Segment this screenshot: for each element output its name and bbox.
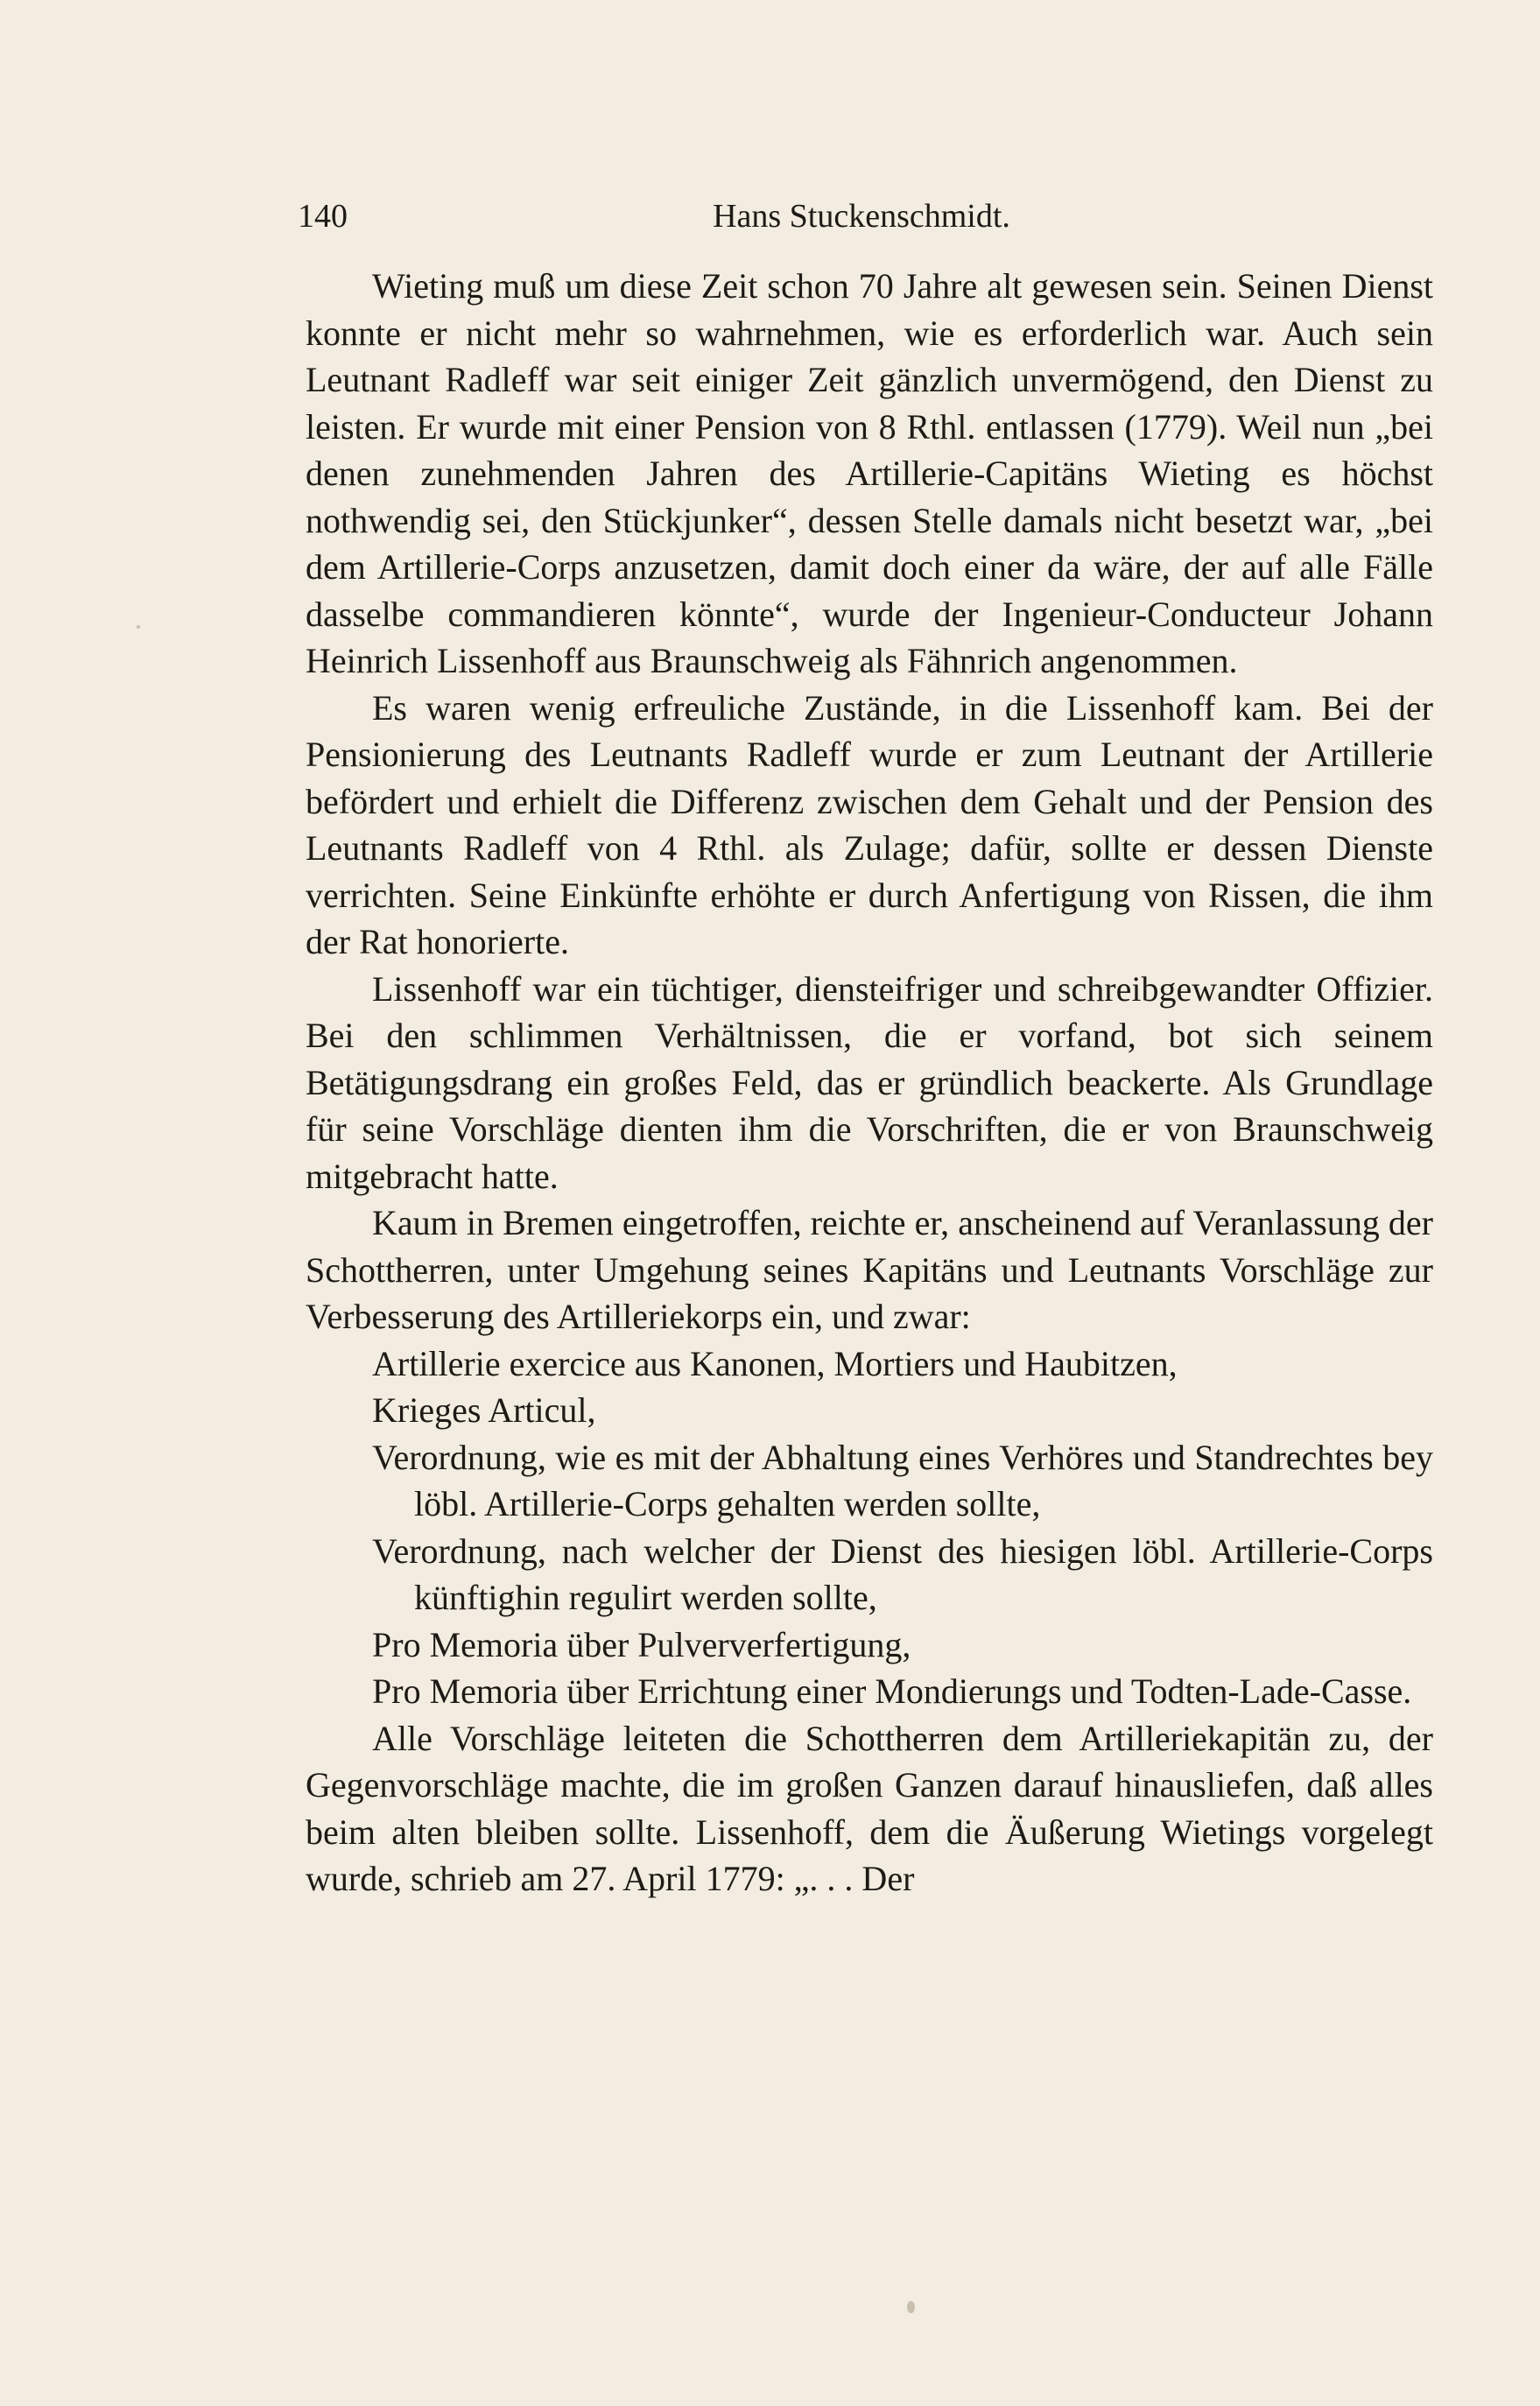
page-number: 140 [298, 198, 348, 235]
list-item: Pro Memoria über Errichtung einer Mondierungs und Todten-Lade-Casse. [372, 1671, 1412, 1711]
paragraph: Kaum in Bremen eingetroffen, reichte er, anscheinend auf Veranlassung der Schottherren, unter Umgehung seines Kapitäns und Leutnants Vorschläge zur Verbesserung des Artilleriekorps ein, und zwar: [306, 1203, 1433, 1336]
list-item: Verordnung, nach welcher der Dienst des hiesigen löbl. Artillerie-Corps künftighin regulirt werden sollte, [372, 1530, 1433, 1617]
closing-paragraph: Alle Vorschläge leiteten die Schottherren dem Artilleriekapitän zu, der Gegenvorschläge machte, die im großen Ganzen darauf hinausliefen, daß alles beim alten bleiben sollte. Lissenhoff, dem die Äußerung Wietings vorgelegt wurde, schrieb am 27. April 1779: „. . . Der [306, 1718, 1433, 1898]
list-item: Artillerie exercice aus Kanonen, Mortiers und Haubitzen, [372, 1343, 1178, 1383]
list-item: Krieges Articul, [372, 1390, 596, 1430]
list-item: Verordnung, wie es mit der Abhaltung eines Verhöres und Standrechtes bey löbl. Artillerie-Corps gehalten werden sollte, [372, 1437, 1433, 1523]
paragraph: Wieting muß um diese Zeit schon 70 Jahre alt gewesen sein. Seinen Dienst konnte er nicht mehr so wahrnehmen, wie es erforderlich war. Auch sein Leutnant Radleff war seit einiger Zeit gänzlich unvermögend, den Dienst zu leisten. Er wurde mit einer Pension von 8 Rthl. entlassen (1779). Weil nun „bei denen zunehmenden Jahren des Artillerie-Capitäns Wieting es höchst nothwendig sei, den Stückjunker“, dessen Stelle damals nicht besetzt war, „bei dem Artillerie-Corps anzusetzen, damit doch einer da wäre, der auf alle Fälle dasselbe commandieren könnte“, wurde der Ingenieur-Conducteur Johann Heinrich Lissenhoff aus Braunschweig als Fähnrich angenommen. [306, 266, 1433, 680]
body-text [306, 263, 1433, 1903]
list-item: Pro Memoria über Pulververfertigung, [372, 1624, 911, 1664]
paragraph: Es waren wenig erfreuliche Zustände, in die Lissenhoff kam. Bei der Pensionierung des Leutnants Radleff wurde er zum Leutnant der Artillerie befördert und erhielt die Differenz zwischen dem Gehalt und der Pension des Leutnants Radleff von 4 Rthl. als Zulage; dafür, sollte er dessen Dienste verrichten. Seine Einkünfte erhöhte er durch Anfertigung von Rissen, die ihm der Rat honorierte. [306, 687, 1433, 961]
paragraph: Lissenhoff war ein tüchtiger, diensteifriger und schreibgewandter Offizier. Bei den schlimmen Verhältnissen, die er vorfand, bot sich seinem Betätigungsdrang ein großes Feld, das er gründlich beackerte. Als Grundlage für seine Vorschläge dienten ihm die Vorschriften, die er von Braunschweig mitgebracht hatte. [306, 968, 1433, 1196]
running-title: Hans Stuckenschmidt. [713, 198, 1010, 235]
paper-speck [907, 2301, 915, 2313]
paper-speck [137, 625, 140, 629]
proposal-list [306, 1340, 1433, 1715]
